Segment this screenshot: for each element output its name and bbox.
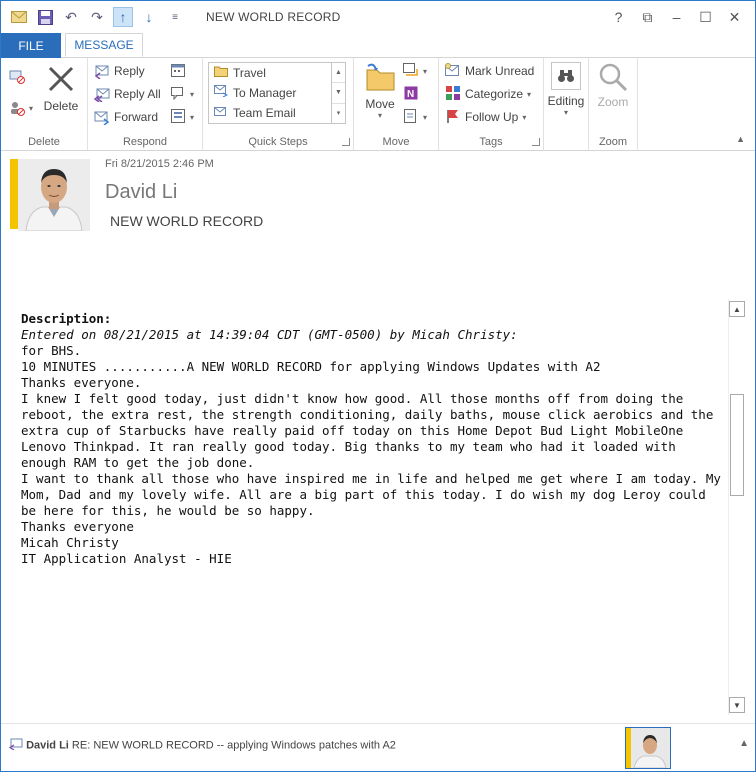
scroll-down-icon[interactable]: ▼: [729, 697, 745, 713]
body-paragraph: I want to thank all those who have inspired me in life and helped me get where I am today. My Mom, Dad and my lovely wife. All are a big part of this today. I do wish my dog Leroy could be here for this, he would be so happy.: [21, 471, 729, 518]
delete-label: Delete: [43, 99, 79, 113]
ribbon-display-options-icon[interactable]: ⧉: [642, 8, 653, 25]
more-respond-button[interactable]: [170, 109, 194, 125]
onenote-icon: [403, 86, 419, 102]
reply-all-label: Reply All: [114, 87, 161, 101]
actions-icon: [403, 109, 419, 125]
quick-step-to-manager[interactable]: [209, 83, 345, 103]
minimize-button[interactable]: –: [672, 9, 681, 25]
body-line: for BHS.: [21, 343, 82, 358]
presence-indicator: [10, 159, 18, 229]
vertical-scrollbar[interactable]: [728, 299, 745, 715]
mark-unread-label: Mark Unread: [465, 64, 535, 78]
ribbon: [1, 58, 755, 151]
follow-up-button[interactable]: [445, 109, 526, 125]
zoom-group-label: Zoom: [598, 136, 628, 148]
delete-group: [1, 58, 88, 150]
body-line: 10 MINUTES ...........A NEW WORLD RECORD for applying Windows Updates with A2: [21, 359, 601, 374]
entered-line: Entered on 08/21/2015 at 14:39:04 CDT (GMT-0500) by Micah Christy:: [21, 327, 518, 342]
signature-name: Micah Christy: [21, 535, 119, 550]
im-button[interactable]: [170, 86, 194, 102]
reply-button[interactable]: [94, 63, 145, 79]
save-icon[interactable]: [35, 7, 55, 27]
respond-group-label: Respond: [122, 136, 168, 148]
quick-steps-dialog-launcher[interactable]: [342, 138, 350, 146]
tags-group-label: Tags: [479, 136, 503, 148]
body-line: Thanks everyone: [21, 519, 134, 534]
quick-steps-gallery: [208, 62, 346, 124]
ribbon-tabs: [1, 33, 755, 58]
people-pane-text: RE: NEW WORLD RECORD -- applying Windows patches with A2: [71, 739, 396, 752]
respond-group: [88, 58, 203, 150]
magnifier-icon: [598, 62, 628, 92]
folder-move-icon: [213, 65, 229, 81]
quick-step-team-email-label: Team Email: [233, 106, 296, 120]
reply-label: Reply: [114, 64, 145, 78]
body-line: Thanks everyone.: [21, 375, 142, 390]
move-button[interactable]: [360, 62, 400, 120]
chevron-down-icon[interactable]: ▼: [332, 83, 345, 103]
forward-to-manager-icon: [213, 85, 229, 101]
body-paragraph: I knew I felt good today, just didn't know how good. All those months off from doing the reboot, the extra rest, the strength conditioning, daily baths, mouse click aerobics and the extra cup of Starbucks have really paid off today on this Home Depot Bud Light MobileOne Lenovo Thinkpad. It ran really good today. Big thanks to my team who had it loaded with enough RAM to get the job done.: [21, 391, 721, 470]
categorize-label: Categorize: [465, 87, 524, 101]
expand-people-pane-icon[interactable]: ▲: [739, 738, 749, 749]
help-icon[interactable]: ?: [614, 9, 623, 25]
categorize-icon: [445, 86, 461, 102]
meeting-icon: [170, 63, 186, 79]
follow-up-label: Follow Up: [465, 110, 519, 124]
rules-icon: [403, 63, 419, 79]
people-pane-item[interactable]: [9, 738, 396, 753]
chevron-down-icon: ▾: [522, 112, 527, 122]
scroll-thumb[interactable]: [730, 394, 744, 496]
scroll-up-icon[interactable]: ▲: [729, 301, 745, 317]
quick-steps-label: Quick Steps: [248, 136, 308, 148]
title-bar: [1, 1, 755, 33]
expand-gallery-icon[interactable]: ▾: [336, 110, 341, 118]
chevron-down-icon: ▾: [29, 103, 34, 113]
chevron-down-icon: ▾: [190, 112, 195, 122]
ignore-icon: [9, 68, 25, 84]
quick-step-travel-label: Travel: [233, 66, 266, 80]
zoom-group: [589, 58, 638, 150]
quick-steps-group: [203, 58, 354, 150]
maximize-button[interactable]: ☐: [699, 8, 712, 25]
reply-icon: [94, 63, 110, 79]
message-subject: NEW WORLD RECORD: [110, 213, 264, 229]
flag-icon: [445, 109, 461, 125]
sent-date: Fri 8/21/2015 2:46 PM: [105, 158, 214, 170]
delete-button[interactable]: [41, 64, 81, 113]
collapse-ribbon-icon[interactable]: ▲: [736, 134, 745, 144]
mark-unread-icon: [445, 63, 461, 79]
previous-item-icon[interactable]: ↑: [113, 7, 133, 27]
chevron-down-icon: ▾: [527, 89, 532, 99]
junk-icon: [9, 100, 25, 116]
chevron-down-icon: ▾: [423, 112, 428, 122]
ignore-button[interactable]: [9, 68, 25, 84]
zoom-label: Zoom: [597, 95, 629, 109]
quick-step-travel[interactable]: [209, 63, 345, 83]
delete-x-icon: [46, 64, 76, 94]
mail-icon[interactable]: [9, 7, 29, 27]
signature-title: IT Application Analyst - HIE: [21, 551, 232, 566]
move-group-label: Move: [382, 136, 410, 148]
binoculars-icon: [551, 62, 581, 90]
customize-toolbar-icon[interactable]: ≡: [172, 11, 178, 23]
forward-button[interactable]: [94, 109, 158, 125]
people-pane: [1, 723, 755, 772]
delete-group-label: Delete: [28, 136, 60, 148]
im-icon: [170, 86, 186, 102]
close-button[interactable]: ✕: [728, 8, 741, 25]
editing-group: [544, 58, 589, 150]
quick-steps-scroller: [331, 63, 345, 123]
tags-dialog-launcher[interactable]: [532, 138, 540, 146]
reply-icon: [9, 738, 23, 753]
people-pane-photo[interactable]: [625, 727, 671, 769]
categorize-button[interactable]: [445, 86, 531, 102]
move-folder-icon: [364, 62, 396, 92]
tab-file[interactable]: FILE: [1, 33, 61, 58]
chevron-down-icon: ▾: [563, 108, 568, 117]
chevron-down-icon: ▾: [423, 66, 428, 76]
description-heading: Description:: [21, 311, 112, 326]
forward-icon: [94, 109, 110, 125]
svg-text:N: N: [407, 89, 415, 100]
junk-button[interactable]: [9, 100, 33, 116]
window-controls: [604, 6, 749, 28]
quick-step-to-manager-label: To Manager: [233, 86, 297, 100]
chevron-up-icon[interactable]: ▲: [332, 63, 345, 83]
tab-message[interactable]: MESSAGE: [65, 33, 143, 57]
meeting-button[interactable]: [170, 63, 186, 79]
reply-all-icon: [94, 86, 110, 102]
editing-button[interactable]: [546, 62, 586, 117]
undo-icon[interactable]: ↶: [65, 8, 77, 25]
onenote-button[interactable]: [403, 86, 419, 102]
rules-button[interactable]: [403, 63, 427, 79]
tags-group: [439, 58, 544, 150]
reply-all-button[interactable]: [94, 86, 161, 102]
actions-button[interactable]: [403, 109, 427, 125]
sender-name[interactable]: David Li: [105, 181, 178, 203]
people-pane-name: David Li: [26, 739, 69, 752]
mark-unread-button[interactable]: [445, 63, 534, 79]
next-item-icon[interactable]: ↓: [145, 9, 153, 25]
zoom-button[interactable]: [593, 62, 633, 109]
more-icon: [170, 109, 186, 125]
window-title: NEW WORLD RECORD: [206, 10, 341, 24]
message-body-pane: [1, 299, 755, 717]
chevron-down-icon: ▾: [377, 111, 382, 120]
move-label: Move: [365, 97, 395, 111]
message-body: [21, 311, 729, 567]
move-group: [354, 58, 439, 150]
team-email-icon: [213, 105, 229, 121]
editing-label: Editing: [547, 94, 585, 108]
forward-label: Forward: [114, 110, 159, 124]
quick-step-team-email[interactable]: [209, 103, 345, 123]
sender-photo[interactable]: [18, 159, 90, 231]
redo-icon[interactable]: ↷: [91, 8, 103, 25]
chevron-down-icon: ▾: [190, 89, 195, 99]
message-header: [1, 151, 755, 241]
quick-access-toolbar: [9, 7, 185, 27]
